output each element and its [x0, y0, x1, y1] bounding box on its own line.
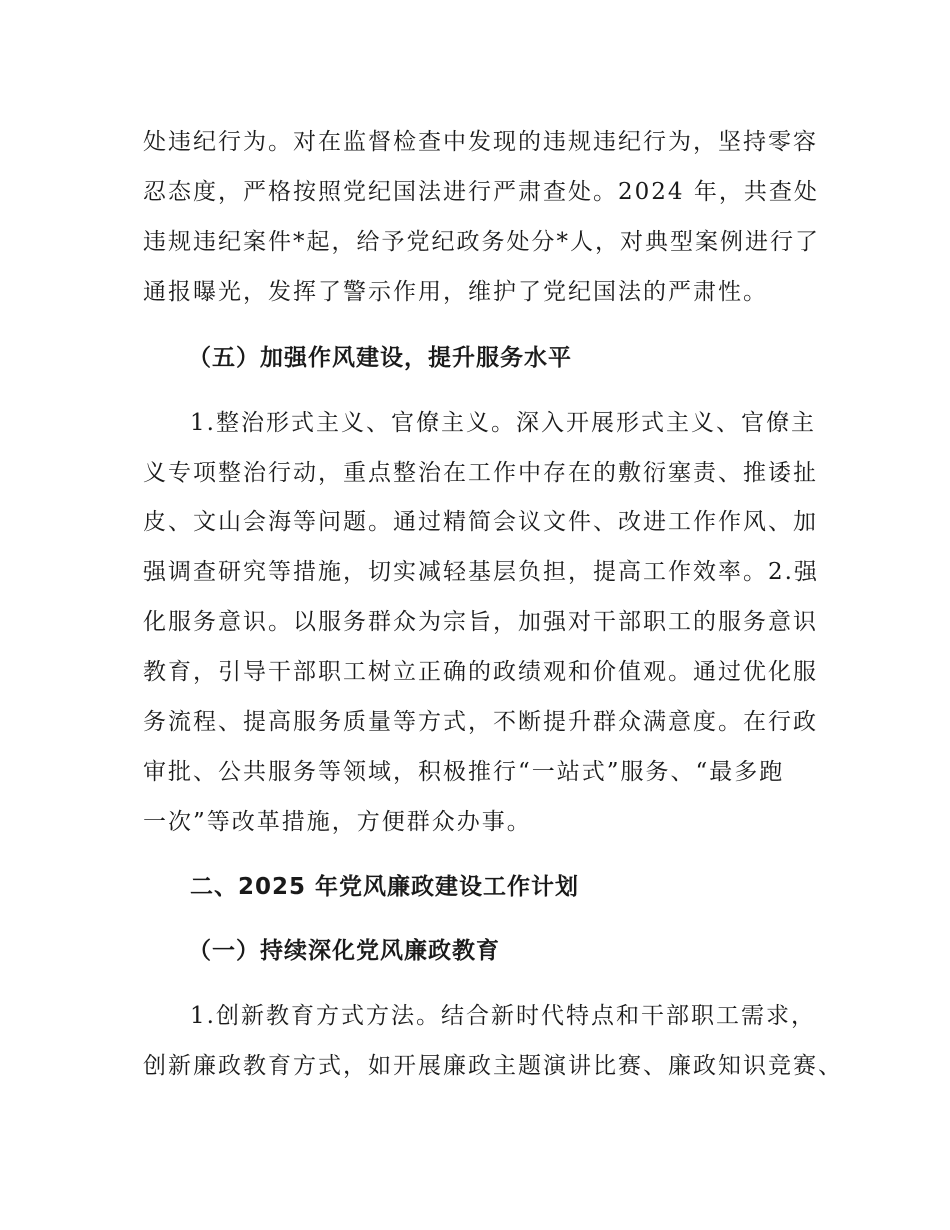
text-line: 1.创新教育方式方法。结合新时代特点和干部职工需求，: [190, 1003, 816, 1029]
text-line: 1.整治形式主义、官僚主义。深入开展形式主义、官僚主: [190, 410, 816, 436]
text-line: 审批、公共服务等领域，积极推行“一站式”服务、“最多跑: [143, 759, 785, 785]
section-heading: （一）持续深化党风廉政教育: [188, 938, 500, 964]
text-line: 义专项整治行动，重点整治在工作中存在的敷衍塞责、推诿扯: [143, 460, 818, 486]
chapter-title: 二、2025 年党风廉政建设工作计划: [190, 874, 580, 900]
text-line: 一次”等改革措施，方便群众办事。: [143, 809, 532, 835]
text-line: 违规违纪案件*起，给予党纪政务处分*人，对典型案例进行了: [143, 229, 820, 255]
text-line: 通报曝光，发挥了警示作用，维护了党纪国法的严肃性。: [143, 279, 768, 305]
text-line: 务流程、提高服务质量等方式，不断提升群众满意度。在行政: [143, 709, 818, 735]
text-line: 处违纪行为。对在监督检查中发现的违规违纪行为，坚持零容: [143, 129, 818, 155]
text-line: 化服务意识。以服务群众为宗旨，加强对干部职工的服务意识: [143, 609, 818, 635]
text-line: 皮、文山会海等问题。通过精简会议文件、改进工作作风、加: [143, 509, 818, 535]
section-heading: （五）加强作风建设，提升服务水平: [188, 345, 572, 371]
text-line: 教育，引导干部职工树立正确的政绩观和价值观。通过优化服: [143, 659, 818, 685]
text-line: 创新廉政教育方式，如开展廉政主题演讲比赛、廉政知识竞赛、: [143, 1053, 843, 1079]
text-line: 忍态度，严格按照党纪国法进行严肃查处。2024 年，共查处: [143, 179, 819, 205]
text-line: 强调查研究等措施，切实减轻基层负担，提高工作效率。2.强: [143, 559, 819, 585]
